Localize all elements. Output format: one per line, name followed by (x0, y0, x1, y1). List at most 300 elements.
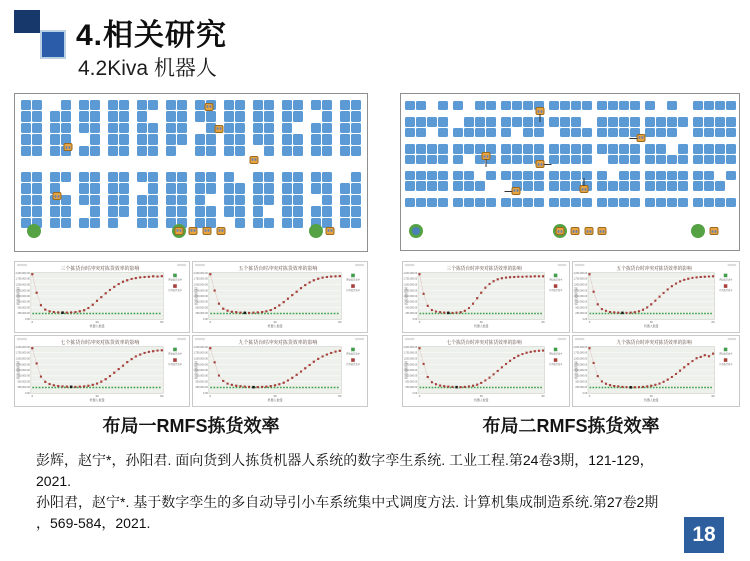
shelf-cell (351, 206, 361, 216)
shelf-cell (21, 172, 31, 182)
efficiency-chart-card (572, 261, 740, 333)
shelf-cell (322, 134, 332, 144)
x-tick-label: 0 (418, 393, 421, 398)
aisle (246, 123, 252, 133)
shelf-cell (534, 117, 544, 126)
shelf-cell (523, 198, 533, 207)
shelf-cell (726, 128, 736, 137)
aisle (593, 128, 596, 137)
shelf-cell (21, 206, 31, 216)
aisle (641, 101, 644, 110)
shelf-cell (405, 144, 415, 153)
legend-label: 仿真拣货效率 (168, 364, 182, 367)
aisle (159, 146, 165, 156)
shelf-cell (148, 100, 158, 110)
aisle (689, 198, 692, 207)
shelf-cell (340, 206, 350, 216)
shelf-cell (534, 128, 544, 137)
shelf-cell (166, 172, 176, 182)
shelf-cell (224, 111, 234, 121)
aisle (333, 206, 339, 216)
shelf-cell (282, 134, 292, 144)
y-tick-label: 1,000,000.00 (403, 368, 418, 373)
robot-icon (584, 227, 593, 235)
aisle (304, 183, 310, 193)
shelf-cell (678, 155, 688, 164)
shelf-cell (656, 117, 666, 126)
legend-label: 仿真拣货效率 (719, 364, 733, 367)
aisle (275, 183, 281, 193)
shelf-cell (340, 183, 350, 193)
x-axis-label: 机器人数量 (644, 397, 659, 402)
shelf-cell (475, 117, 485, 126)
shelf-cell (656, 155, 666, 164)
shelf-cell (108, 206, 118, 216)
robot-direction-arrow (540, 114, 541, 122)
shelf-cell (475, 198, 485, 207)
shelf-cell (235, 123, 245, 133)
shelf-cell (549, 181, 559, 190)
shelf-cell (90, 218, 100, 228)
shelf-cell (61, 172, 71, 182)
y-tick-label: 250,000.00 (17, 386, 30, 390)
shelf-cell (608, 155, 618, 164)
shelf-cell (571, 171, 581, 180)
shelf-cell (224, 183, 234, 193)
shelf-cell (137, 206, 147, 216)
efficiency-chart-card (402, 335, 570, 407)
shelf-cell (438, 171, 448, 180)
shelf-cell (235, 146, 245, 156)
shelf-cell (264, 146, 274, 156)
y-tick-label: 1,500,000.00 (15, 283, 30, 287)
shelf-cell (340, 111, 350, 121)
shelf-cell (512, 198, 522, 207)
shelf-cell (704, 144, 714, 153)
shelf-cell (148, 206, 158, 216)
y-tick-label: 250,000.00 (575, 312, 588, 316)
shelf-cell (619, 117, 629, 126)
aisle (304, 123, 310, 133)
y-axis-label: 拣货完成时间 (15, 287, 20, 305)
shelf-cell (148, 195, 158, 205)
aisle (593, 171, 596, 180)
shelf-cell (264, 195, 274, 205)
shelf-cell (195, 183, 205, 193)
shelf-cell (501, 155, 511, 164)
shelf-cell (282, 111, 292, 121)
aisle (130, 146, 136, 156)
aisle (43, 146, 49, 156)
aisle (72, 111, 78, 121)
page-number: 18 (692, 523, 716, 546)
x-tick-label: 60 (160, 393, 164, 398)
y-tick-label: 500,000.00 (405, 306, 418, 310)
y-tick-label: 500,000.00 (575, 306, 588, 310)
shelf-cell (597, 171, 607, 180)
shelf-cell (119, 123, 129, 133)
shelf-cell (560, 117, 570, 126)
warehouse-layout-1 (14, 93, 368, 252)
shelf-cell (21, 111, 31, 121)
shelf-cell (704, 117, 714, 126)
y-tick-label: 2,000,000.00 (403, 345, 418, 349)
shelf-cell (293, 183, 303, 193)
y-tick-label: 2,000,000.00 (403, 271, 418, 275)
shelf-cell (79, 111, 89, 121)
shelf-cell (340, 134, 350, 144)
aisle (641, 198, 644, 207)
shelf-cell (235, 218, 245, 228)
shelf-cell (464, 117, 474, 126)
shelf-cell (486, 171, 496, 180)
shelf-cell (560, 144, 570, 153)
shelf-cell (571, 128, 581, 137)
shelf-cell (21, 100, 31, 110)
shelf-cell (108, 172, 118, 182)
shelf-cell (90, 206, 100, 216)
shelf-cell (253, 195, 263, 205)
shelf-cell (322, 206, 332, 216)
aisle (304, 111, 310, 121)
aisle (101, 218, 107, 228)
shelf-cell (322, 195, 332, 205)
aisle (593, 155, 596, 164)
shelf-cell (195, 134, 205, 144)
shelf-cell (21, 123, 31, 133)
shelf-cell (405, 181, 415, 190)
shelf-cell (645, 101, 655, 110)
aisle (275, 146, 281, 156)
shelf-cell (630, 171, 640, 180)
shelf-cell (61, 206, 71, 216)
robot-icon (326, 227, 335, 235)
aisle (641, 181, 644, 190)
y-tick-label: 1,250,000.00 (15, 363, 30, 367)
shelf-cell (137, 195, 147, 205)
shelf-cell (619, 171, 629, 180)
shelf-cell (311, 172, 321, 182)
aisle (101, 183, 107, 193)
aisle (159, 218, 165, 228)
y-axis-label: 拣货完成时间 (15, 361, 20, 379)
robot-icon (511, 187, 520, 195)
shelf-cell (726, 117, 736, 126)
shelf-cell (560, 128, 570, 137)
aisle (72, 218, 78, 228)
aisle (217, 111, 223, 121)
aisle (689, 101, 692, 110)
shelf-cell (597, 128, 607, 137)
shelf-cell (582, 101, 592, 110)
shelf-cell (453, 101, 463, 110)
y-axis-label: 拣货完成时间 (573, 287, 578, 305)
robot-icon (481, 152, 490, 160)
legend-label: 理论拣货效率 (549, 353, 563, 356)
page-title: 4.相关研究 (76, 19, 228, 52)
x-tick-label: 0 (588, 319, 591, 324)
shelf-cell (645, 117, 655, 126)
shelf-cell (119, 134, 129, 144)
shelf-cell (177, 123, 187, 133)
efficiency-chart-card (192, 335, 368, 407)
reference-list (36, 450, 704, 534)
shelf-cell (726, 171, 736, 180)
y-tick-label: 1,000,000.00 (573, 294, 588, 299)
shelf-cell (224, 134, 234, 144)
aisle (449, 181, 452, 190)
y-tick-label: 1,250,000.00 (403, 363, 418, 367)
y-tick-label: 2,000,000.00 (193, 271, 208, 275)
shelf-cell (645, 155, 655, 164)
shelf-cell (438, 128, 448, 137)
shelf-cell (21, 134, 31, 144)
shelf-cell (608, 181, 618, 190)
aisle (188, 206, 194, 216)
y-axis-label: 拣货完成时间 (193, 361, 198, 379)
shelf-cell (597, 101, 607, 110)
reference-line: 2021. (36, 473, 72, 489)
aisle (159, 195, 165, 205)
y-tick-label: 750,000.00 (575, 374, 588, 378)
robot-direction-arrow (584, 178, 585, 186)
aisle (72, 183, 78, 193)
robot-icon (250, 156, 259, 164)
y-axis-label: 拣货完成时间 (193, 287, 198, 305)
aisle (159, 172, 165, 182)
legend-label: 理论拣货效率 (168, 279, 182, 282)
aisle (72, 146, 78, 156)
shelf-cell (693, 117, 703, 126)
shelf-cell (79, 172, 89, 182)
shelf-cell (32, 146, 42, 156)
aisle (43, 206, 49, 216)
shelf-cell (475, 101, 485, 110)
y-tick-label: 500,000.00 (195, 306, 208, 310)
shelf-cell (50, 134, 60, 144)
shelf-cell (549, 155, 559, 164)
shelf-cell (523, 171, 533, 180)
shelf-cell (166, 195, 176, 205)
aisle (130, 123, 136, 133)
shelf-cell (608, 128, 618, 137)
shelf-cell (351, 183, 361, 193)
shelf-cell (224, 172, 234, 182)
shelf-cell (427, 144, 437, 153)
aisle (641, 155, 644, 164)
shelf-cell (416, 144, 426, 153)
shelf-cell (427, 181, 437, 190)
y-tick-label: 1,750,000.00 (403, 351, 418, 355)
shelf-cell (50, 123, 60, 133)
efficiency-chart-card (402, 261, 570, 333)
shelf-cell (630, 155, 640, 164)
y-tick-label: 1,500,000.00 (573, 357, 588, 361)
shelf-cell (264, 100, 274, 110)
shelf-cell (597, 144, 607, 153)
shelf-cell (427, 155, 437, 164)
shelf-cell (90, 100, 100, 110)
y-tick-label: 500,000.00 (17, 380, 30, 384)
robot-icon (636, 134, 645, 142)
aisle (130, 183, 136, 193)
aisle (101, 111, 107, 121)
aisle (275, 123, 281, 133)
aisle (246, 218, 252, 228)
shelf-cell (704, 171, 714, 180)
aisle (188, 111, 194, 121)
shelf-cell (148, 146, 158, 156)
shelf-cell (108, 183, 118, 193)
y-tick-label: 1,000,000.00 (193, 295, 208, 298)
y-tick-label: 0.00 (203, 318, 208, 322)
shelf-cell (571, 117, 581, 126)
y-tick-label: 500,000.00 (575, 380, 588, 384)
legend-label: 仿真拣货效率 (549, 290, 563, 293)
page-number-box (684, 517, 724, 553)
shelf-cell (311, 100, 321, 110)
shelf-cell (293, 134, 303, 144)
shelf-cell (119, 183, 129, 193)
shelf-cell (166, 183, 176, 193)
robot-icon (598, 227, 607, 235)
x-axis-label: 机器人数量 (474, 323, 489, 328)
shelf-cell (715, 181, 725, 190)
shelf-cell (166, 123, 176, 133)
shelf-cell (693, 198, 703, 207)
x-tick-label: 0 (31, 393, 34, 398)
aisle (689, 117, 692, 126)
shelf-cell (453, 128, 463, 137)
shelf-cell (195, 111, 205, 121)
shelf-cell (549, 171, 559, 180)
aisle (217, 206, 223, 216)
shelf-cell (645, 171, 655, 180)
picking-station-icon (409, 224, 423, 238)
y-tick-label: 1,750,000.00 (193, 351, 208, 355)
aisle (275, 172, 281, 182)
shelf-cell (148, 172, 158, 182)
shelf-cell (61, 123, 71, 133)
aisle (545, 101, 548, 110)
shelf-cell (311, 206, 321, 216)
shelf-cell (704, 101, 714, 110)
shelf-cell (108, 123, 118, 133)
shelf-cell (264, 172, 274, 182)
efficiency-chart-card (572, 335, 740, 407)
y-tick-label: 1,250,000.00 (193, 289, 208, 293)
aisle (545, 155, 548, 164)
shelf-cell (32, 123, 42, 133)
shelf-cell (137, 100, 147, 110)
shelf-cell (21, 146, 31, 156)
shelf-cell (148, 134, 158, 144)
aisle (449, 198, 452, 207)
y-tick-label: 2,000,000.00 (193, 345, 208, 349)
aisle (130, 100, 136, 110)
shelf-cell (534, 171, 544, 180)
shelf-cell (438, 198, 448, 207)
shelf-cell (619, 144, 629, 153)
robot-icon (215, 125, 224, 133)
shelf-cell (79, 100, 89, 110)
robot-direction-arrow (629, 138, 637, 139)
shelf-cell (322, 111, 332, 121)
shelf-cell (656, 128, 666, 137)
shelf-cell (50, 172, 60, 182)
aisle (246, 134, 252, 144)
shelf-cell (534, 144, 544, 153)
aisle (449, 171, 452, 180)
y-tick-label: 250,000.00 (195, 386, 208, 390)
shelf-cell (137, 218, 147, 228)
shelf-cell (693, 171, 703, 180)
shelf-cell (523, 155, 533, 164)
y-axis-label: 拣货完成时间 (573, 361, 578, 379)
aisle (43, 172, 49, 182)
aisle (217, 100, 223, 110)
shelf-cell (560, 155, 570, 164)
shelf-cell (693, 155, 703, 164)
shelf-cell (322, 146, 332, 156)
shelf-cell (340, 123, 350, 133)
shelf-cell (630, 198, 640, 207)
picking-station-icon (309, 224, 323, 238)
aisle (497, 117, 500, 126)
shelf-cell (351, 146, 361, 156)
y-tick-label: 1,250,000.00 (15, 289, 30, 293)
shelf-cell (90, 183, 100, 193)
y-tick-label: 500,000.00 (405, 380, 418, 384)
reference-line: 彭辉，赵宁*，孙阳君. 面向货到人拣货机器人系统的数字孪生系统. 工业工程.第24卷3期，121-129， (36, 452, 654, 468)
shelf-cell (501, 101, 511, 110)
reference-line: 孙阳君，赵宁*. 基于数字孪生的多自动导引小车系统集中式调度方法. 计算机集成制造系统.第27卷2期 (36, 494, 659, 510)
shelf-cell (416, 128, 426, 137)
aisle (545, 128, 548, 137)
x-tick-label: 30 (273, 319, 277, 324)
robot-icon (188, 227, 197, 235)
shelf-cell (438, 101, 448, 110)
shelf-cell (206, 183, 216, 193)
shelf-cell (79, 146, 89, 156)
shelf-cell (90, 111, 100, 121)
shelf-cell (523, 144, 533, 153)
shelf-cell (148, 183, 158, 193)
aisle (449, 144, 452, 153)
shelf-cell (512, 144, 522, 153)
shelf-cell (282, 183, 292, 193)
x-tick-label: 60 (541, 319, 545, 324)
y-tick-label: 1,750,000.00 (193, 277, 208, 281)
shelf-cell (608, 144, 618, 153)
shelf-cell (486, 101, 496, 110)
shelf-cell (206, 134, 216, 144)
x-tick-label: 0 (31, 319, 34, 324)
x-tick-label: 60 (338, 319, 342, 324)
shelf-cell (177, 195, 187, 205)
shelf-cell (235, 206, 245, 216)
shelf-cell (512, 117, 522, 126)
shelf-cell (715, 128, 725, 137)
shelf-cell (32, 172, 42, 182)
aisle (43, 134, 49, 144)
shelf-cell (453, 181, 463, 190)
aisle (497, 144, 500, 153)
shelf-cell (61, 100, 71, 110)
y-tick-label: 1,250,000.00 (193, 363, 208, 367)
shelf-cell (501, 171, 511, 180)
shelf-cell (21, 183, 31, 193)
